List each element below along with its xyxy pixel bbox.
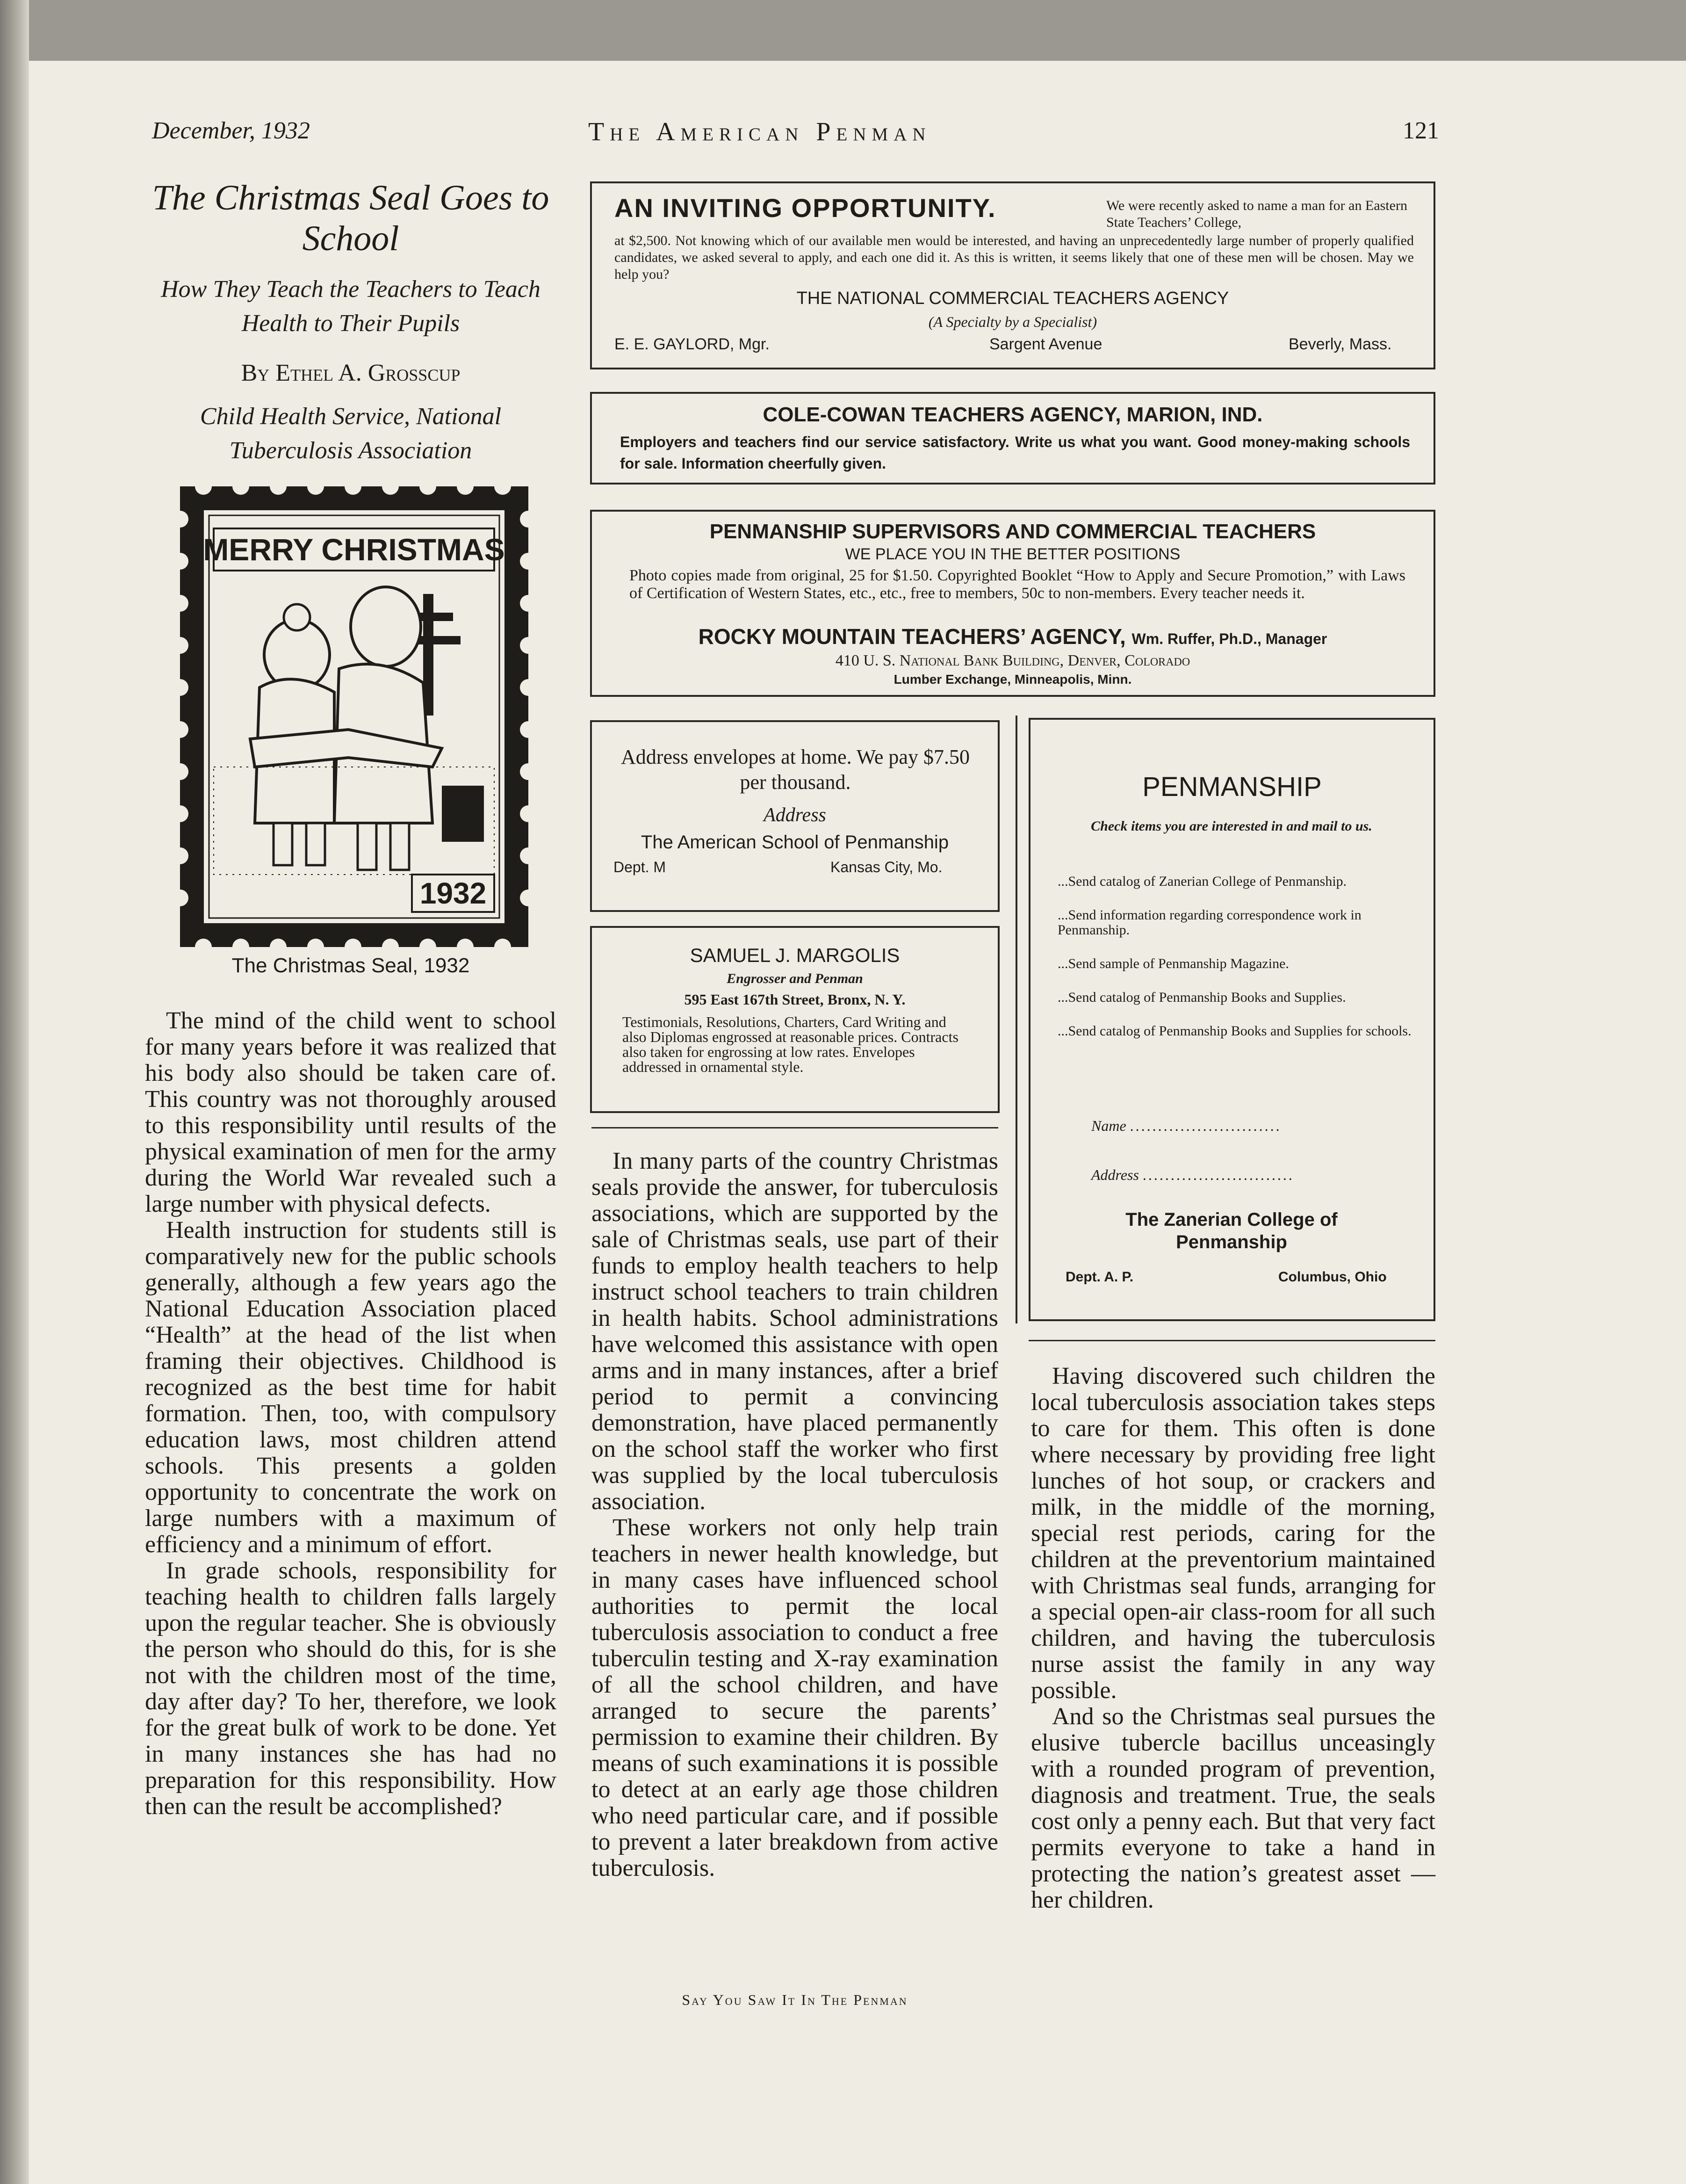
ad-inviting-opportunity (590, 181, 1435, 369)
paragraph: The mind of the child went to school for many years before it was realized that his body also should be taken care of. This country was not thoroughly aroused to this responsibility until results of the physical examination of men for the army during the World War revealed such a large number with physical defects. (145, 1007, 556, 1217)
opportunity-agency: THE NATIONAL COMMERCIAL TEACHERS AGENCY (796, 289, 1229, 308)
page-number: 121 (1403, 117, 1439, 144)
school-address-label: Address (764, 804, 826, 826)
zanerian-address-field[interactable] (1091, 1166, 1294, 1184)
checklist-item[interactable]: ...Send catalog of Zanerian College of Penmanship. (1058, 874, 1347, 889)
article-subtitle: How They Teach the Teachers to Teach Health to Their Pupils (161, 275, 540, 337)
zanerian-name-field[interactable] (1091, 1117, 1282, 1135)
opportunity-street: Sargent Avenue (989, 335, 1102, 353)
zanerian-college: The Zanerian College of Penmanship (1125, 1209, 1338, 1252)
zanerian-title: PENMANSHIP (1142, 772, 1322, 802)
margolis-name: SAMUEL J. MARGOLIS (690, 944, 900, 966)
seal-year: 1932 (419, 876, 487, 910)
paragraph: And so the Christmas seal pursues the elusive tubercle bacillus unceasingly with a rounded program of prevention, diagnosis and treatment. True, the seals cost only a penny each. But that very fact permits everyone to take a hand in protecting the nation’s greatest asset — her children. (1031, 1703, 1435, 1913)
article-title: The Christmas Seal Goes to School (152, 178, 549, 259)
book-spine (0, 0, 29, 2184)
paragraph: Health instruction for students still is comparatively new for the public schools generally, although a few years ago the National Education Association placed “Health” at the head of the list when framing their objectives. Childhood is recognized as the best time for habit formation. Then, too, with compulsory education laws, most children attend schools. This presents a golden opportunity to concentrate the work on large numbers with a maximum of efficiency and a minimum of effort. (145, 1217, 556, 1558)
margolis-body: Testimonials, Resolutions, Charters, Card Writing and also Diplomas engrossed at reasonable prices. Contracts also taken for engrossing at low rates. Envelopes addressed in ornamental style. (622, 1013, 958, 1075)
opportunity-city: Beverly, Mass. (1289, 335, 1392, 353)
opportunity-headline: AN INVITING OPPORTUNITY. (614, 193, 996, 223)
christmas-seal-image (180, 486, 528, 947)
address-dots: ........................... (1142, 1166, 1294, 1183)
cole-cowan-body: Employers and teachers find our service satisfactory. Write us what you want. Good money-making schools for sale. Information cheerfully given. (620, 434, 1410, 472)
checklist-item[interactable]: ...Send sample of Penmanship Magazine. (1058, 956, 1289, 971)
checklist-item[interactable]: ...Send information regarding correspondence work in Penmanship. (1058, 907, 1362, 938)
zanerian-checklist (1058, 874, 1422, 1039)
opportunity-manager: E. E. GAYLORD, Mgr. (614, 335, 770, 353)
rocky-agency-line (592, 624, 1434, 649)
article-body-middle (591, 1148, 998, 1881)
name-dots: ........................... (1130, 1117, 1282, 1134)
school-city: Kansas City, Mo. (830, 859, 943, 875)
magazine-title: The American Penman (588, 117, 931, 146)
school-name: The American School of Penmanship (641, 832, 949, 853)
issue-date: December, 1932 (152, 117, 310, 144)
paragraph: These workers not only help train teachers in newer health knowledge, but in many cases have influenced school authorities to permit the local tuberculosis association to conduct a free tuberculin testing and X-ray examination of all the school children, and have arranged to secure the parents’ permission to examine their children. By means of such examinations it is possible to detect at an early age those children who need particular care, and if possible to prevent a later breakdown from active tuberculosis. (591, 1514, 998, 1881)
paragraph: Having discovered such children the local tuberculosis association takes steps to care for them. This often is done where necessary by providing free light lunches of hot soup, or crackers and milk, in the middle of the morning, special rest periods, caring for the children at the preventorium maintained with Christmas seal funds, arranging for a special open-air class-room for all such children, and having the tuberculosis nurse assist the family in any way possible. (1031, 1363, 1435, 1704)
paragraph: In grade schools, responsibility for teaching health to children falls largely upon the regular teacher. She is obviously the person who should do this, for is she not with the children most of the time, day after day? To her, therefore, we look for the great bulk of work to be done. Yet in many instances she has had no preparation for this responsibility. How then can the result be accomplished? (145, 1557, 556, 1820)
cole-cowan-headline: COLE-COWAN TEACHERS AGENCY, MARION, IND. (763, 403, 1263, 426)
rocky-address: 410 U. S. National Bank Building, Denver, Colorado (835, 652, 1190, 669)
article-affiliation: Child Health Service, National Tuberculosis Association (200, 403, 502, 464)
zanerian-city: Columbus, Ohio (1278, 1269, 1387, 1285)
article-byline: By Ethel A. Grosscup (241, 360, 461, 387)
opportunity-lead: We were recently asked to name a man for an Eastern State Teachers’ College, (1106, 198, 1407, 230)
ad-american-school (590, 720, 1000, 912)
rocky-sub: WE PLACE YOU IN THE BETTER POSITIONS (845, 545, 1181, 563)
seal-caption: The Christmas Seal, 1932 (231, 954, 470, 977)
school-dept: Dept. M (613, 859, 666, 875)
checklist-item[interactable]: ...Send catalog of Penmanship Books and Supplies. (1058, 990, 1346, 1005)
school-offer: Address envelopes at home. We pay $7.50 per thousand. (621, 745, 970, 794)
address-label: Address (1091, 1166, 1139, 1183)
article-heading (145, 178, 556, 468)
section-rule (1029, 1340, 1435, 1341)
rocky-manager: Wm. Ruffer, Ph.D., Manager (1131, 630, 1327, 647)
seal-merry-christmas: MERRY CHRISTMAS (203, 532, 505, 567)
article-body-right (1031, 1363, 1435, 1913)
rocky-branch: Lumber Exchange, Minneapolis, Minn. (893, 672, 1132, 687)
opportunity-body: at $2,500. Not knowing which of our available men would be interested, and having an unprecedentedly large number of properly qualified candidates, we asked several to apply, and each one did it. As this is written, it seems likely that one of these men will be chosen. May we help you? (614, 233, 1414, 282)
article-body-left (145, 1008, 556, 1820)
opportunity-specialty: (A Specialty by a Specialist) (928, 313, 1097, 330)
ad-zanerian (1029, 718, 1435, 1321)
ad-rocky-mountain (590, 510, 1435, 697)
paragraph: In many parts of the country Christmas seals provide the answer, for tuberculosis associations, which are supported by the sale of Christmas seals, use part of their funds to employ health teachers to help instruct school teachers to train children in health habits. School administrations have welcomed this assistance with open arms and in many instances, after a brief period to permit a convincing demonstration, have placed permanently on the school staff the worker who first was supplied by the local tuberculosis association. (591, 1148, 998, 1515)
zanerian-instructions: Check items you are interested in and mail to us. (1091, 818, 1372, 834)
zanerian-dept: Dept. A. P. (1066, 1269, 1134, 1285)
section-rule (591, 1127, 998, 1128)
checklist-item[interactable]: ...Send catalog of Penmanship Books and Supplies for schools. (1058, 1023, 1412, 1039)
margolis-address: 595 East 167th Street, Bronx, N. Y. (684, 991, 906, 1008)
rocky-body: Photo copies made from original, 25 for $1.50. Copyrighted Booklet “How to Apply and Secure Promotion,” with Laws of Certification of Western States, etc., etc., free to members, 50c to non-members. Every teacher needs it. (629, 567, 1405, 602)
margolis-role: Engrosser and Penman (727, 971, 863, 986)
ad-cole-cowan (590, 392, 1435, 485)
column-rule (1016, 716, 1017, 1323)
page-footer: Say You Saw It In The Penman (682, 1991, 908, 2008)
rocky-headline: PENMANSHIP SUPERVISORS AND COMMERCIAL TEACHERS (709, 520, 1316, 543)
name-label: Name (1091, 1117, 1126, 1134)
rocky-agency: ROCKY MOUNTAIN TEACHERS’ AGENCY, (698, 624, 1126, 649)
ad-margolis (590, 926, 1000, 1113)
